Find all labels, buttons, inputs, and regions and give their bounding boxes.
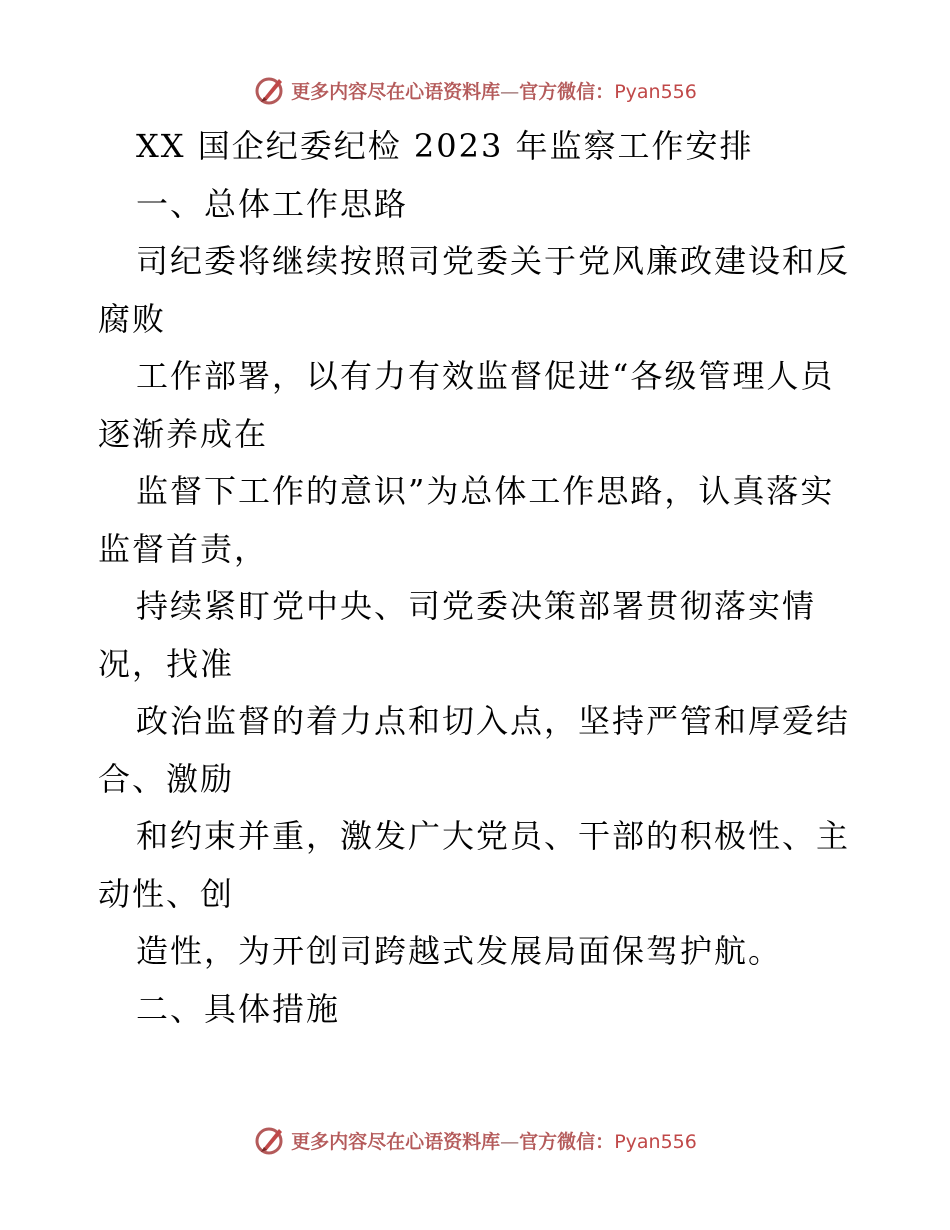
watermark-header xyxy=(0,70,950,110)
quill-pen-icon xyxy=(253,1123,287,1157)
paragraph-line: 政治监督的着力点和切入点，坚持严管和厚爱结 xyxy=(136,702,851,740)
paragraph-line: 腐败 xyxy=(98,299,167,338)
paragraph-line: 况，找准 xyxy=(98,644,235,683)
paragraph-line: 动性、创 xyxy=(98,874,235,913)
paragraph-line: 监督首责， xyxy=(98,529,269,568)
paragraph-line: 和约束并重，激发广大党员、干部的积极性、主 xyxy=(136,817,851,855)
paragraph-line: 司纪委将继续按照司党委关于党风廉政建设和反 xyxy=(136,242,851,280)
paragraph-line: 持续紧盯党中央、司党委决策部署贯彻落实情 xyxy=(136,587,817,625)
paragraph-line: 监督下工作的意识”为总体工作思路，认真落实 xyxy=(136,472,835,510)
quill-pen-icon xyxy=(253,73,287,107)
document-title: XX 国企纪委纪检 2023 年监察工作安排 xyxy=(136,127,754,165)
watermark-footer xyxy=(0,1120,950,1160)
paragraph-line: 合、激励 xyxy=(98,759,235,798)
watermark-text: 更多内容尽在心语资料库—官方微信：Pyan556 xyxy=(291,1130,697,1153)
paragraph-line: 逐渐养成在 xyxy=(98,414,269,453)
watermark-text: 更多内容尽在心语资料库—官方微信：Pyan556 xyxy=(291,80,697,103)
paragraph-line: 工作部署，以有力有效监督促进“各级管理人员 xyxy=(136,357,835,395)
section-heading: 二、具体措施 xyxy=(136,989,341,1028)
document-body xyxy=(98,118,850,1038)
section-heading: 一、总体工作思路 xyxy=(136,184,409,223)
paragraph-line: 造性，为开创司跨越式发展局面保驾护航。 xyxy=(136,932,783,970)
